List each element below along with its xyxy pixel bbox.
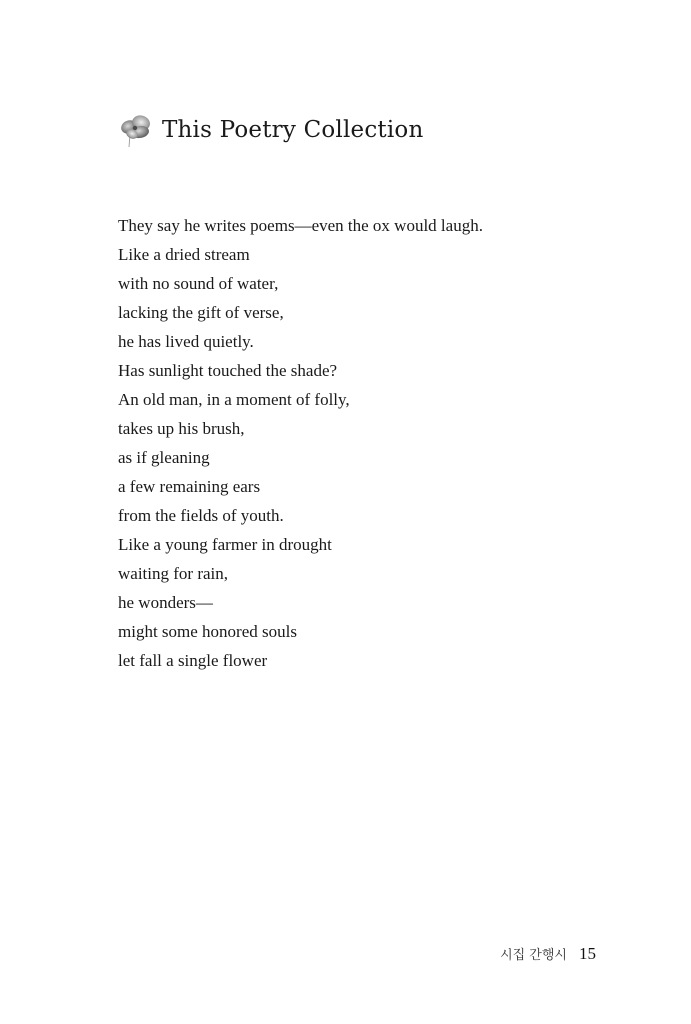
poem-line: An old man, in a moment of folly,: [118, 390, 350, 409]
poem-line: Like a young farmer in drought: [118, 535, 332, 554]
poem-line: he wonders—: [118, 593, 213, 612]
poem-line: They say he writes poems—even the ox would laugh.: [118, 216, 483, 235]
poem-line: from the fields of youth.: [118, 506, 284, 525]
poem-line: might some honored souls: [118, 622, 297, 641]
flower-icon: [118, 110, 156, 150]
page-title: This Poetry Collection: [162, 117, 424, 143]
poem-line: Like a dried stream: [118, 245, 250, 264]
poem-line: let fall a single flower: [118, 651, 268, 670]
page-number: 15: [579, 944, 596, 963]
poem-line: with no sound of water,: [118, 274, 279, 293]
poem-line: takes up his brush,: [118, 419, 245, 438]
section-heading: [118, 110, 423, 150]
poem-line: Has sunlight touched the shade?: [118, 361, 338, 380]
page-footer: [500, 944, 596, 968]
poem-line: a few remaining ears: [118, 477, 261, 496]
poem-body: [118, 211, 483, 675]
running-title: 시집 간행시: [500, 948, 567, 963]
poem-line: he has lived quietly.: [118, 332, 254, 351]
poem-line: waiting for rain,: [118, 564, 228, 583]
poem-line: lacking the gift of verse,: [118, 303, 284, 322]
poem-line: as if gleaning: [118, 448, 210, 467]
